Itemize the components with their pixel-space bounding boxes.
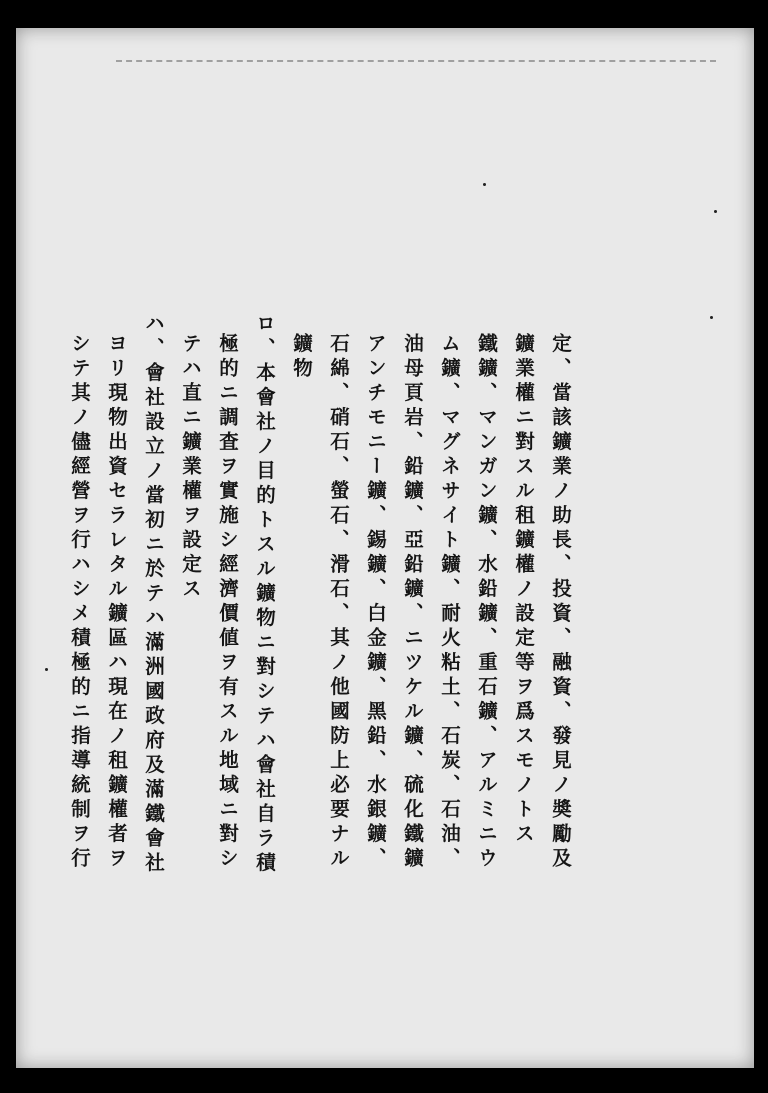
speck (45, 668, 48, 671)
text-column-5: 油母頁岩、鉛鑛、亞鉛鑛、ニツケル鑛、硫化鐵鑛 (401, 333, 424, 872)
text-column-14: シテ其ノ儘經營ヲ行ハシメ積極的ニ指導統制ヲ行 (68, 333, 91, 872)
text-column-13: ヨリ現物出資セラレタル鑛區ハ現在ノ租鑛權者ヲ (105, 333, 128, 872)
text-column-6: アンチモニー鑛、錫鑛、白金鑛、黑鉛、水銀鑛、 (364, 333, 387, 872)
text-column-2: 鑛業權ニ對スル租鑛權ノ設定等ヲ爲スモノトス (512, 333, 535, 848)
text-column-12: ハ、會社設立ノ當初ニ於テハ滿洲國政府及滿鐵會社 (142, 313, 165, 877)
speck (714, 210, 717, 213)
speck (483, 183, 486, 186)
document-page (16, 28, 754, 1068)
text-column-1: 定、當該鑛業ノ助長、投資、融資、發見ノ奬勵及 (549, 333, 572, 872)
text-column-11: テハ直ニ鑛業權ヲ設定ス (179, 333, 202, 603)
text-column-9: ロ、本會社ノ目的トスル鑛物ニ對シテハ會社自ラ積 (253, 313, 276, 877)
top-edge-line (116, 60, 716, 66)
text-column-8: 鑛物 (290, 333, 313, 382)
text-column-7: 石綿、硝石、螢石、滑石、其ノ他國防上必要ナル (327, 333, 350, 872)
text-column-3: 鐵鑛、マンガン鑛、水鉛鑛、重石鑛、アルミニウ (475, 333, 498, 872)
text-column-10: 極的ニ調査ヲ實施シ經濟價値ヲ有スル地域ニ對シ (216, 333, 239, 872)
speck (710, 316, 713, 319)
text-column-4: ム鑛、マグネサイト鑛、耐火粘土、石炭、石油、 (438, 333, 461, 872)
